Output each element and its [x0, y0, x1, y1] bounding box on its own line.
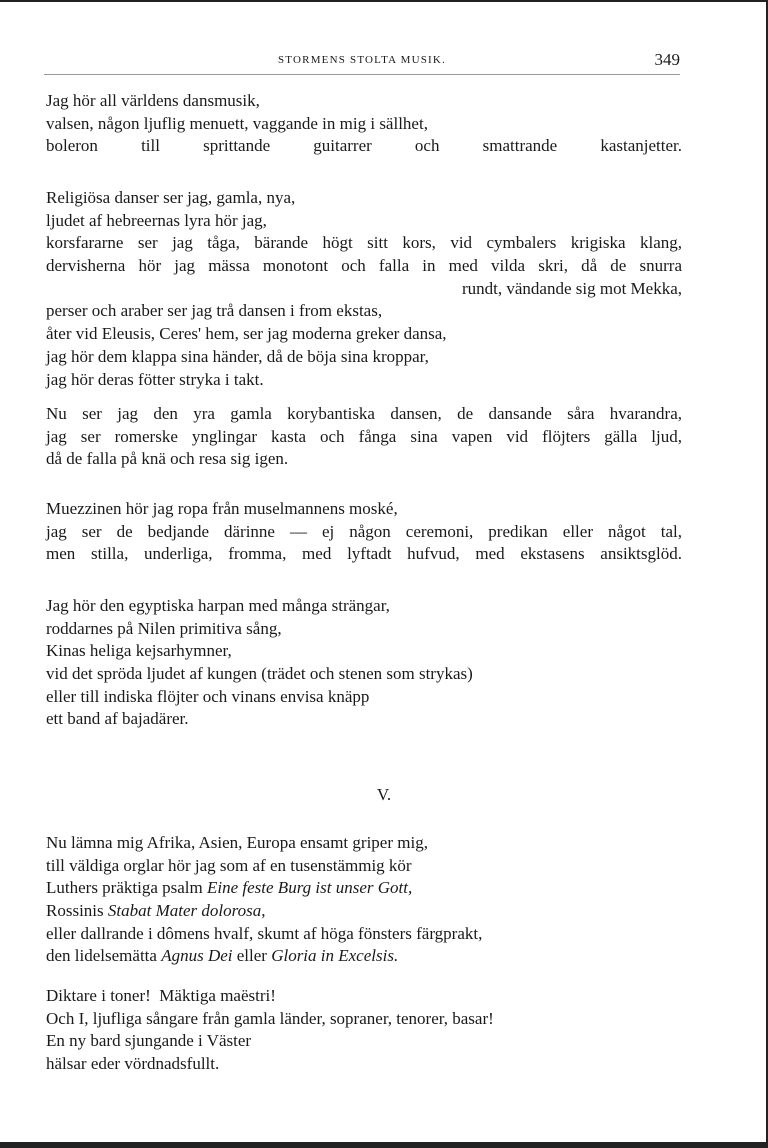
page-bottom-border	[0, 1142, 768, 1148]
work-title: Eine feste Burg ist unser Gott,	[207, 878, 413, 898]
verse-line: valsen, någon ljuflig menuett, vaggande in mig i sällhet,	[46, 113, 428, 133]
verse-line: roddarnes på Nilen primitiva sång,	[46, 618, 282, 638]
work-title: Stabat Mater dolorosa,	[107, 901, 266, 921]
page-top-border	[0, 0, 768, 2]
verse-line: eller till indiska flöjter och vinans envisa knäpp	[46, 686, 370, 706]
verse-line: Religiösa danser ser jag, gamla, nya,	[46, 188, 296, 207]
verse-text: Luthers präktiga psalm	[46, 878, 207, 898]
verse-line: Jag hör all världens dansmusik,	[46, 91, 260, 110]
stanza-3	[46, 403, 682, 471]
verse-line: åter vid Eleusis, Ceres' hem, ser jag moderna greker dansa,	[46, 324, 447, 344]
verse-line	[46, 945, 682, 968]
verse-line: eller dallrande i dômens hvalf, skumt af höga fönsters färgprakt,	[46, 923, 483, 943]
verse-line: ett band af bajadärer.	[46, 709, 189, 729]
verse-line: dervisherna hör jag mässa monotont och falla in med vilda skri, då de snurra	[46, 256, 682, 276]
stanza-7	[46, 985, 682, 1076]
work-title: Gloria in Excelsis.	[271, 946, 399, 966]
verse-line: Muezzinen hör jag ropa från muselmannens moské,	[46, 499, 398, 518]
work-title: Agnus Dei	[161, 946, 233, 966]
header-rule	[44, 74, 680, 75]
verse-line: jag ser de bedjande därinne — ej någon ceremoni, predikan eller något tal,	[46, 521, 682, 541]
verse-line	[46, 877, 682, 900]
stanza-4	[46, 498, 682, 566]
running-title: STORMENS STOLTA MUSIK.	[277, 54, 447, 66]
verse-line: Kinas heliga kejsarhymner,	[46, 641, 232, 661]
stanza-6	[46, 832, 682, 968]
stanza-5	[46, 595, 682, 731]
verse-line: perser och araber ser jag trå dansen i from ekstas,	[46, 301, 383, 321]
verse-line: Jag hör den egyptiska harpan med många strängar,	[46, 596, 390, 615]
verse-line: då de falla på knä och resa sig igen.	[46, 449, 289, 469]
verse-line-continuation: rundt, vändande sig mot Mekka,	[461, 278, 682, 298]
verse-line: Nu lämna mig Afrika, Asien, Europa ensamt griper mig,	[46, 833, 428, 852]
page-number: 349	[654, 50, 680, 69]
verse-text: Rossinis	[46, 901, 108, 921]
verse-line	[46, 900, 682, 923]
stanza-2	[46, 187, 682, 391]
verse-line: korsfararne ser jag tåga, bärande högt sitt kors, vid cymbalers krigiska klang,	[46, 233, 682, 253]
verse-line: hälsar eder vördnadsfullt.	[46, 1054, 220, 1074]
verse-line: men stilla, underliga, fromma, med lyftadt hufvud, med ekstasens ansiktsglöd.	[46, 544, 682, 564]
verse-line: Nu ser jag den yra gamla korybantiska dansen, de dansande såra hvarandra,	[46, 404, 682, 423]
verse-line: boleron till sprittande guitarrer och smattrande kastanjetter.	[46, 136, 682, 156]
verse-line: ljudet af hebreernas lyra hör jag,	[46, 210, 267, 230]
verse-line: En ny bard sjungande i Väster	[46, 1031, 252, 1051]
verse-line: jag ser romerske ynglingar kasta och fånga sina vapen vid flöjters gälla ljud,	[46, 426, 682, 446]
verse-line: Diktare i toner! Mäktiga maëstri!	[46, 986, 276, 1005]
verse-line: vid det spröda ljudet af kungen (trädet och stenen som strykas)	[46, 664, 473, 684]
verse-line: jag hör deras fötter stryka i takt.	[46, 369, 264, 389]
verse-text: den lidelsemätta	[46, 946, 162, 966]
verse-line: till väldiga orglar hör jag som af en tusenstämmig kör	[46, 855, 412, 875]
verse-line: Och I, ljufliga sångare från gamla länder, sopraner, tenorer, basar!	[46, 1008, 494, 1028]
verse-line: jag hör dem klappa sina händer, då de böja sina kroppar,	[46, 346, 429, 366]
stanza-1	[46, 90, 682, 158]
verse-text: eller	[232, 946, 272, 966]
section-heading: V.	[376, 785, 392, 804]
page-header	[44, 50, 680, 78]
